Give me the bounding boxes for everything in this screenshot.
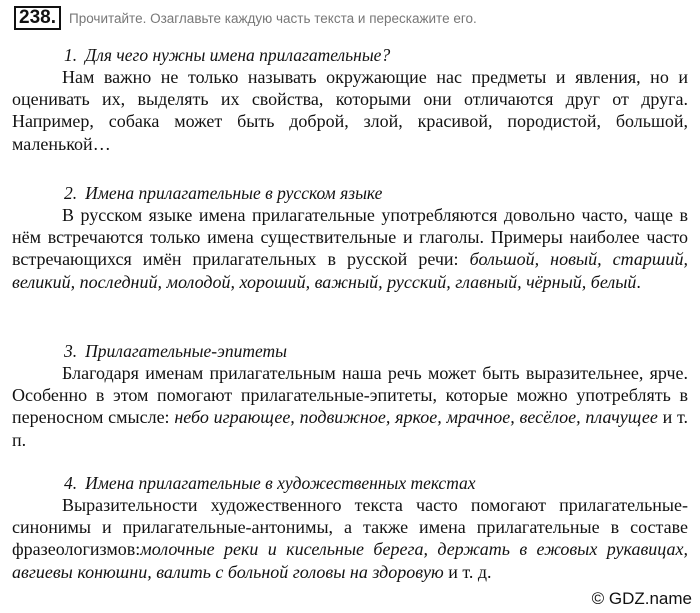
section-4 xyxy=(12,472,688,583)
section-paragraph xyxy=(12,362,688,451)
example-words: небо играющее, подвижное, яркое, мрачное, весёлое, плачущее xyxy=(174,407,658,428)
paragraph-tail: и т. п. xyxy=(12,407,688,450)
section-1 xyxy=(12,44,688,155)
paragraph-text: Благодаря именам прилагательным наша речь может быть выразительнее, ярче. Особенно в этом помогают прилагательные-эпитеты, которые можно употреблять в переносном смысле: xyxy=(12,363,688,428)
paragraph-tail: . xyxy=(636,271,641,292)
section-title-text: Прилагательные-эпитеты xyxy=(85,341,288,361)
section-title xyxy=(64,340,688,362)
section-2 xyxy=(12,182,688,293)
section-title xyxy=(64,182,688,204)
exercise-task: Прочитайте. Озаглавьте каждую часть текста и перескажите его. xyxy=(68,10,477,26)
section-title-text: Для чего нужны имена прилагательные? xyxy=(85,45,391,65)
section-number: 2. xyxy=(64,183,78,203)
section-number: 4. xyxy=(64,473,78,493)
example-words: большой, новый, старший, великий, последний, молодой, хороший, важный, русский, главный, чёрный, белый xyxy=(12,249,688,292)
paragraph-text: В русском языке имена прилагательные употребляются довольно часто, чаще в нём встречаются только имена существительные и глаголы. Примеры наиболее часто встречающихся имён прилагательных в русской речи: xyxy=(12,205,688,270)
section-3 xyxy=(12,340,688,451)
section-number: 3. xyxy=(64,341,78,361)
section-title xyxy=(64,472,688,494)
exercise-header xyxy=(14,6,477,30)
paragraph-text: Выразительности художественного текста часто помогают прилагательные-синонимы и прилагательные-антонимы, а также имена прилагательные в составе фразеологизмов: xyxy=(12,495,688,560)
section-paragraph xyxy=(12,66,688,155)
section-paragraph xyxy=(12,204,688,293)
copyright-watermark: © GDZ.name xyxy=(591,589,692,608)
section-paragraph xyxy=(12,494,688,583)
exercise-number: 238. xyxy=(14,6,61,30)
section-title-text: Имена прилагательные в русском языке xyxy=(85,183,383,203)
section-title-text: Имена прилагательные в художественных текстах xyxy=(85,473,476,493)
section-title xyxy=(64,44,688,66)
paragraph-text: Нам важно не только называть окружающие нас предметы и явления, но и оценивать их, выделять их свойства, которыми они отличаются друг от друга. Например, собака может быть доброй, злой, красивой, породистой, большой, маленькой… xyxy=(12,67,688,154)
paragraph-tail: и т. д. xyxy=(443,561,492,582)
section-number: 1. xyxy=(64,45,78,65)
example-words: молочные реки и кисельные берега, держать в ежовых рукавицах, авгиевы конюшни, валить с больной головы на здоровую xyxy=(12,539,688,582)
